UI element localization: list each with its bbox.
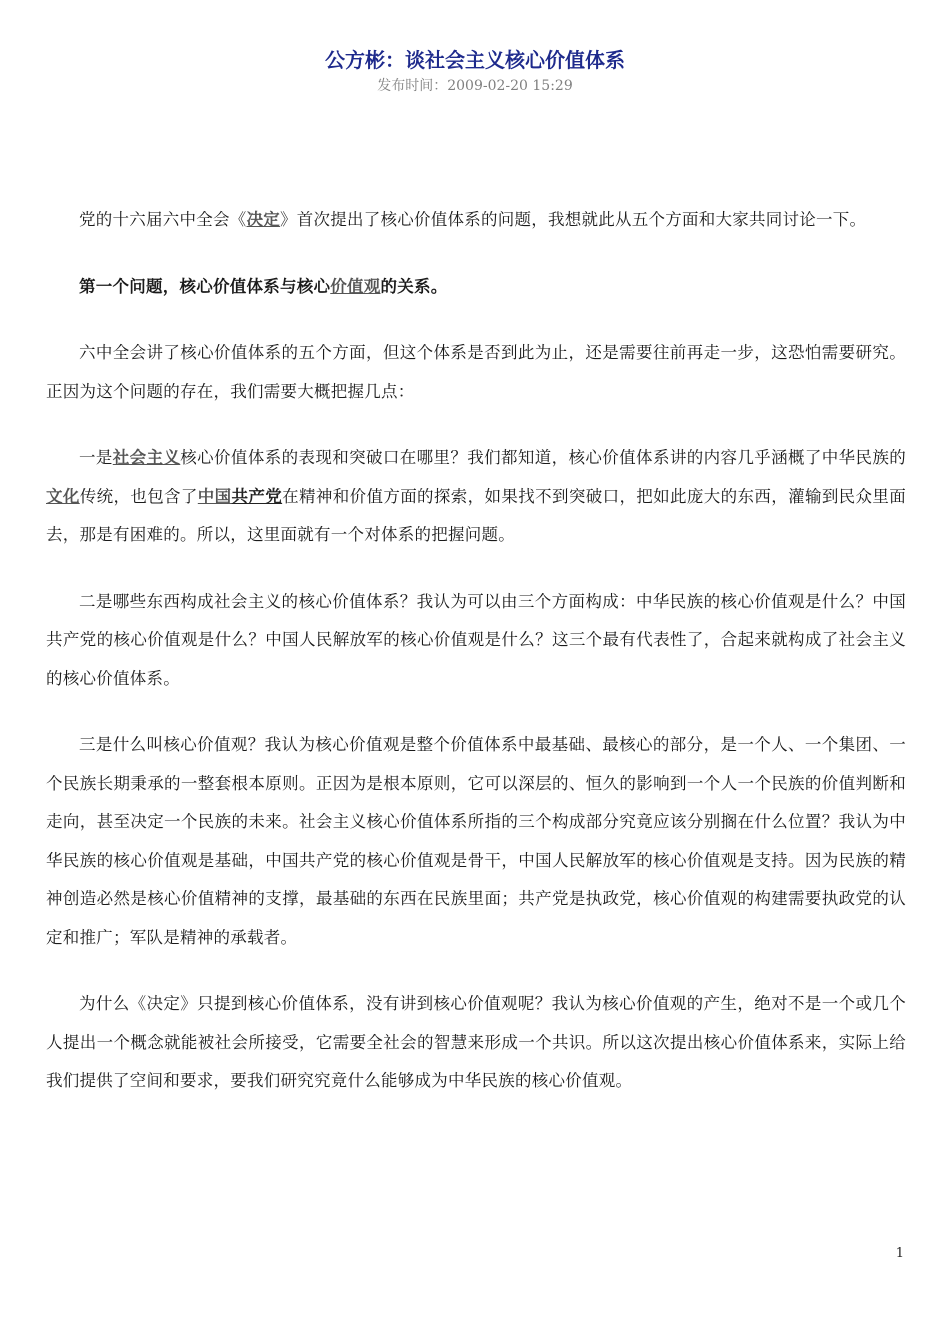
text-run: 一是 xyxy=(79,448,113,467)
paragraph-intro xyxy=(46,201,906,240)
link-jueding[interactable]: 决定 xyxy=(246,210,280,229)
link-gongchandang[interactable]: 共产党 xyxy=(231,486,283,506)
text-run: 传统，也包含了 xyxy=(79,486,198,506)
article-title: 公方彬：谈社会主义核心价值体系 xyxy=(325,48,625,72)
paragraph-3 xyxy=(46,439,906,555)
paragraph-4: 二是哪些东西构成社会主义的核心价值体系？我认为可以由三个方面构成：中华民族的核心价值观是什么？中国共产党的核心价值观是什么？中国人民解放军的核心价值观是什么？这三个最有代表性了，合起来就构成了社会主义的核心价值体系。 xyxy=(46,591,906,688)
section-heading-1 xyxy=(46,268,906,307)
link-shehuizhuyi[interactable]: 社会主义 xyxy=(112,448,181,467)
text-run: 在精神和价值方面的探索，如果找不到突破口，把如此庞大的东西，灌输到民众里面去，那是有困难的。所以，这里面就有一个对体系的把握问题。 xyxy=(46,486,907,544)
paragraph-2: 六中全会讲了核心价值体系的五个方面，但这个体系是否到此为止，还是需要往前再走一步，这恐怕需要研究。正因为这个问题的存在，我们需要大概把握几点： xyxy=(46,343,906,401)
article-body xyxy=(46,201,906,1129)
text-run: 核心价值体系的表现和突破口在哪里？我们都知道，核心价值体系讲的内容几乎涵概了中华民族的 xyxy=(180,448,907,467)
text-run: 第一个问题，核心价值体系与核心 xyxy=(79,276,331,296)
publish-time: 发布时间：2009-02-20 15:29 xyxy=(377,78,573,94)
paragraph-5: 三是什么叫核心价值观？我认为核心价值观是整个价值体系中最基础、最核心的部分，是一个人、一个集团、一个民族长期秉承的一整套根本原则。正因为是根本原则，它可以深层的、恒久的影响到一个人一个民族的价值判断和走向，甚至决定一个民族的未来。社会主义核心价值体系所指的三个构成部分究竟应该分别搁在什么位置？我认为中华民族的核心价值观是基础，中国共产党的核心价值观是骨干，中国人民解放军的核心价值观是支持。因为民族的精神创造必然是核心价值精神的支撑，最基础的东西在民族里面；共产党是执政党，核心价值观的构建需要执政党的认定和推广；军队是精神的承载者。 xyxy=(46,735,906,947)
text-run: 党的十六届六中全会《 xyxy=(79,210,247,229)
link-jiazhiguan[interactable]: 价值观 xyxy=(330,276,381,296)
text-run: 》首次提出了核心价值体系的问题，我想就此从五个方面和大家共同讨论一下。 xyxy=(280,210,867,229)
page-number: 1 xyxy=(895,1246,904,1261)
paragraph-6: 为什么《决定》只提到核心价值体系，没有讲到核心价值观呢？我认为核心价值观的产生，绝对不是一个或几个人提出一个概念就能被社会所接受，它需要全社会的智慧来形成一个共识。所以这次提出核心价值体系来，实际上给我们提供了空间和要求，要我们研究究竟什么能够成为中华民族的核心价值观。 xyxy=(46,994,906,1090)
link-wenhua[interactable]: 文化 xyxy=(46,486,80,506)
text-run: 的关系。 xyxy=(380,276,448,296)
link-zhongguo[interactable]: 中国 xyxy=(197,486,232,506)
